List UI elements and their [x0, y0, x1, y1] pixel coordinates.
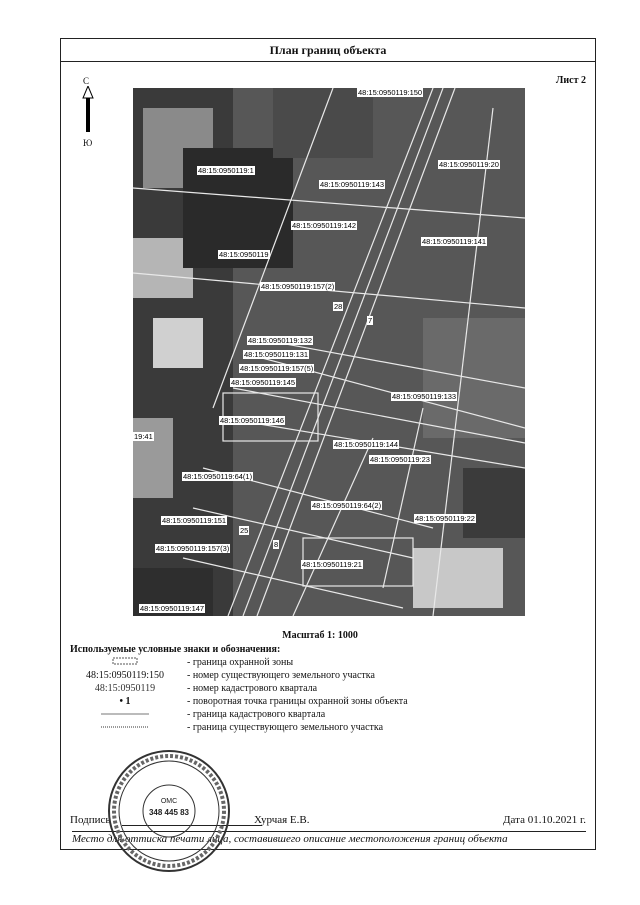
point-number: 7 — [368, 316, 373, 325]
document-date: Дата 01.10.2021 г. — [503, 814, 586, 826]
legend-symbol: • 1 — [119, 696, 131, 707]
legend-item — [70, 709, 550, 722]
legend-title: Используемые условные знаки и обозначения: — [70, 644, 281, 655]
north-arrow-icon — [80, 86, 96, 136]
parcel-label: 48:15:0950119:64(1) — [183, 472, 253, 481]
parcel-label: 48:15:0950119:157(2) — [261, 282, 335, 291]
parcel-label: 48:15:0950119:145 — [231, 378, 296, 387]
seal-text: 348 445 83 — [148, 808, 190, 817]
parcel-label: 48:15:0950119:147 — [140, 604, 205, 613]
parcel-label: 48:15:0950119:143 — [320, 180, 385, 189]
parcel-label: 48:15:0950119:146 — [220, 416, 285, 425]
legend-desc: - номер кадастрового квартала — [187, 683, 318, 694]
point-number: 8 — [274, 540, 279, 549]
parcel-label: 48:15:0950119:23 — [370, 455, 430, 464]
parcel-label: 48:15:0950119:144 — [334, 440, 399, 449]
point-number: 25 — [240, 526, 249, 535]
legend-symbol: 48:15:0950119 — [94, 683, 156, 694]
quarter-line-icon — [95, 709, 155, 717]
parcel-label: 48:15:0950119:131 — [244, 350, 309, 359]
parcel-label: 48:15:0950119:151 — [162, 516, 227, 525]
signer-name: Хурчая Е.В. — [254, 814, 310, 826]
quarter-border-symbol — [70, 709, 180, 720]
legend-item — [70, 683, 550, 696]
quarter-label: 48:15:0950119 — [219, 250, 269, 259]
parcel-label: 48:15:0950119:64(2) — [312, 501, 382, 510]
parcel-label: 48:15:0950119:150 — [358, 88, 423, 97]
aerial-map — [133, 88, 525, 616]
parcel-line-icon — [95, 722, 155, 730]
parcel-border-symbol — [70, 722, 180, 733]
compass — [80, 76, 96, 148]
parcel-label: 48:15:0950119:21 — [302, 560, 362, 569]
legend-symbol: 48:15:0950119:150 — [86, 670, 164, 681]
seal-stamp — [107, 745, 231, 877]
page-title: План границ объекта — [60, 38, 596, 62]
legend-desc: - граница охранной зоны — [187, 657, 294, 668]
point-number: 28 — [334, 302, 343, 311]
sheet-number: Лист 2 — [555, 75, 586, 86]
legend-desc: - граница кадастрового квартала — [187, 709, 326, 720]
legend-item — [70, 657, 550, 670]
scale-label: Масштаб 1: 1000 — [282, 630, 358, 641]
legend-desc: - граница существующего земельного участка — [187, 722, 384, 733]
parcel-label: 48:15:0950119:132 — [248, 336, 313, 345]
parcel-label: 48:15:0950119:133 — [392, 392, 457, 401]
stamp-place-caption: Место для оттиска печати лица, составившего описание местоположения границ объекта — [72, 831, 586, 845]
parcel-label: 48:15:0950119:20 — [439, 160, 499, 169]
compass-north-label: С — [83, 76, 90, 86]
legend-item — [70, 722, 550, 735]
parcel-label: 48:15:0950119:142 — [292, 221, 357, 230]
parcel-label: 48:15:0950119:157(3) — [156, 544, 230, 553]
parcel-label: 19:41 — [134, 432, 153, 441]
legend-item — [70, 670, 550, 683]
parcel-label: 48:15:0950119:141 — [422, 237, 487, 246]
parcel-label: 48:15:0950119:22 — [415, 514, 475, 523]
legend-desc: - поворотная точка границы охранной зоны объекта — [187, 696, 408, 707]
legend-item — [70, 696, 550, 709]
signature-label: Подпись — [70, 814, 111, 826]
compass-south-label: Ю — [83, 138, 93, 148]
parcel-label: 48:15:0950119:1 — [198, 166, 254, 175]
security-zone-symbol — [70, 657, 180, 668]
seal-text: ОМС — [160, 798, 178, 805]
legend-desc: - номер существующего земельного участка — [187, 670, 375, 681]
hatched-border-icon — [112, 657, 138, 665]
seal-icon — [107, 745, 231, 877]
parcel-label: 48:15:0950119:157(5) — [240, 364, 314, 373]
